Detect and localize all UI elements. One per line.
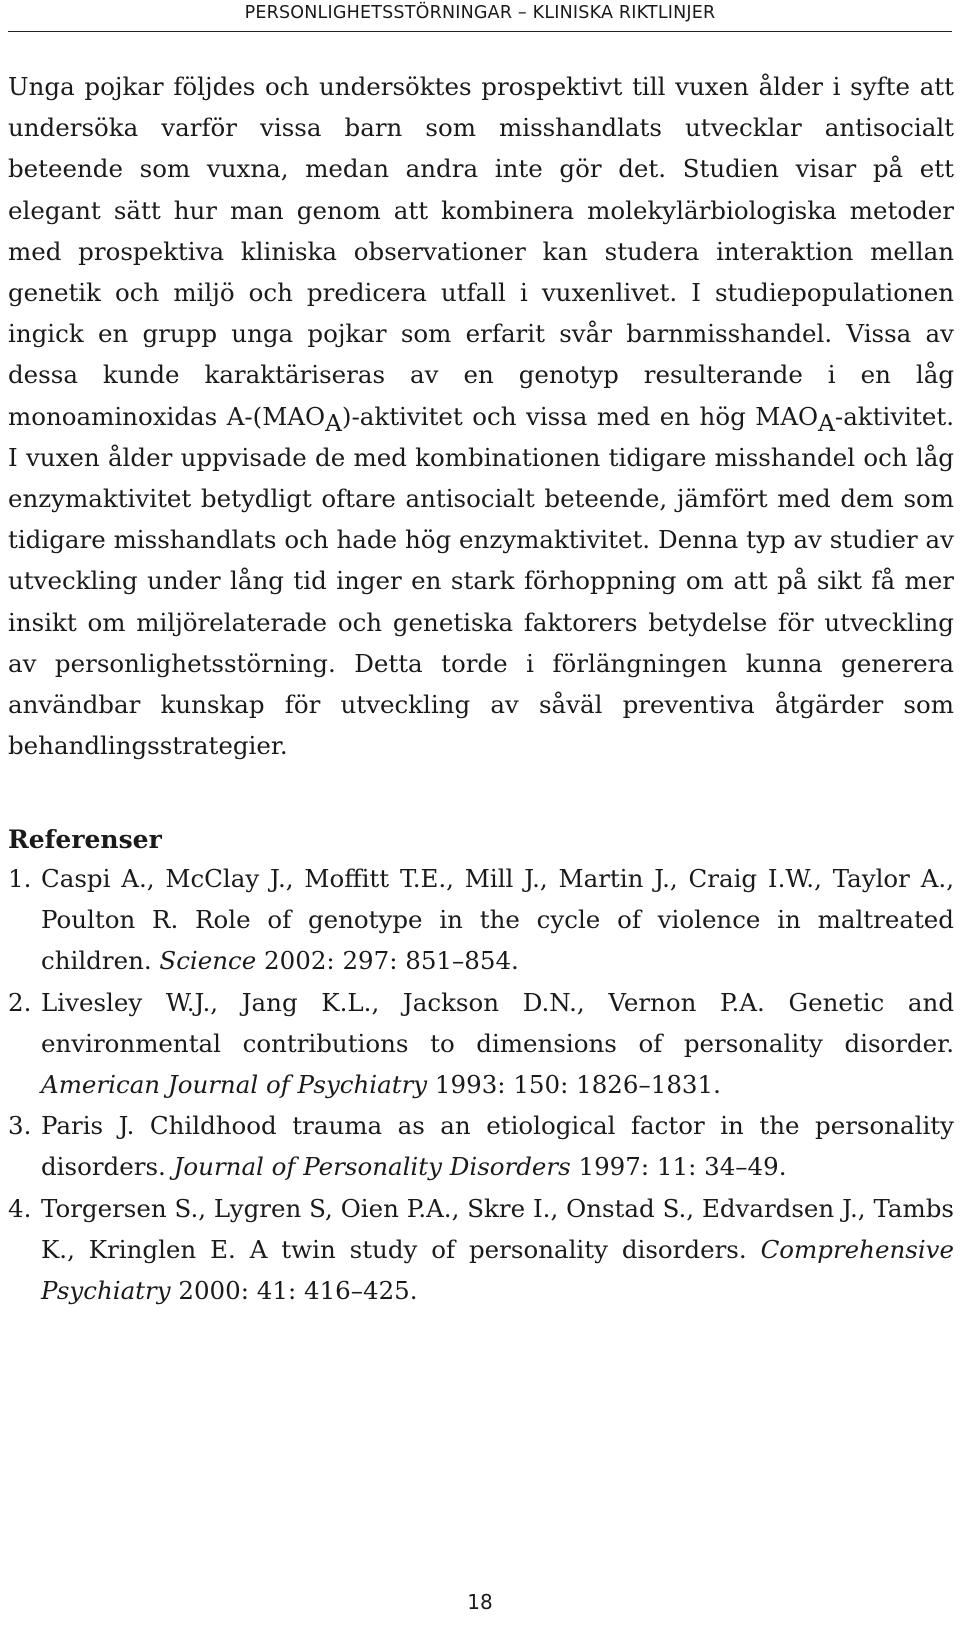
reference-journal: Journal of Personality Disorders [173, 1152, 571, 1182]
reference-details: 2002: 297: 851–854. [256, 946, 519, 976]
reference-details: 2000: 41: 416–425. [170, 1276, 418, 1306]
reference-item [8, 1105, 954, 1187]
subscript-a: A [325, 410, 342, 438]
reference-journal: American Journal of Psychiatry [41, 1070, 428, 1100]
reference-number: 4. [8, 1193, 32, 1223]
body-text-part-2: )-aktivitet och vissa med en hög MAO [341, 401, 819, 431]
body-paragraph [8, 66, 954, 766]
body-text [8, 66, 954, 766]
running-header: PERSONLIGHETSSTÖRNINGAR – KLINISKA RIKTLINJER [8, 0, 952, 32]
reference-authors-title: Paris J. Childhood trauma as an etiological factor in the personality disorders. [41, 1111, 954, 1182]
page-number: 18 [467, 1590, 493, 1614]
reference-number: 2. [8, 987, 32, 1017]
reference-authors-title: Torgersen S., Lygren S, Oien P.A., Skre I., Onstad S., Edvardsen J., Tambs K., Kringlen E. A twin study of personality disorders. [41, 1193, 954, 1264]
body-text-part-1: Unga pojkar följdes och undersöktes prospektivt till vuxen ålder i syfte att undersöka varför vissa barn som misshandlats utvecklar antisocialt beteende som vuxna, medan andra inte gör det. Studien visar på ett elegant sätt hur man genom att kombinera molekylärbiologiska metoder med prospektiva kliniska observationer kan studera interaktion mellan genetik och miljö och predicera utfall i vuxenlivet. I studiepopulationen ingick en grupp unga pojkar som erfarit svår barnmisshandel. Vissa av dessa kunde karaktäriseras av en genotyp resulterande i en låg monoaminoxidas A-(MAO [8, 72, 954, 431]
reference-number: 1. [8, 864, 32, 893]
reference-item [8, 982, 954, 1106]
references-heading: Referenser [8, 825, 162, 854]
reference-item [8, 1188, 954, 1312]
references-list [8, 858, 954, 1311]
reference-journal: Comprehensive Psychiatry [41, 1234, 954, 1306]
subscript-a: A [818, 410, 835, 438]
reference-item [8, 858, 954, 982]
reference-number: 3. [8, 1111, 32, 1141]
reference-authors-title: Caspi A., McClay J., Moffitt T.E., Mill J., Martin J., Craig I.W., Taylor A., Poulton R. Role of genotype in the cycle of violence in maltreated children. [41, 864, 954, 976]
reference-journal: Science [159, 946, 257, 976]
body-text-part-3: -aktivitet. I vuxen ålder uppvisade de med kombinationen tidigare misshandel och låg enzymaktivitet betydligt oftare antisocialt beteende, jämfört med dem som tidigare misshandlats och hade hög enzymaktivitet. Denna typ av studier av utveckling under lång tid inger en stark förhoppning om att på sikt få mer insikt om miljörelaterade och genetiska faktorers betydelse för utveckling av personlighetsstörning. Detta torde i förlängningen kunna generera användbar kunskap för utveckling av såväl preventiva åtgärder som behandlingsstrategier. [8, 401, 954, 761]
reference-details: 1997: 11: 34–49. [570, 1152, 787, 1182]
reference-authors-title: Livesley W.J., Jang K.L., Jackson D.N., Vernon P.A. Genetic and environmental contributions to dimensions of personality disorder. [41, 987, 954, 1058]
reference-details: 1993: 150: 1826–1831. [427, 1070, 721, 1100]
